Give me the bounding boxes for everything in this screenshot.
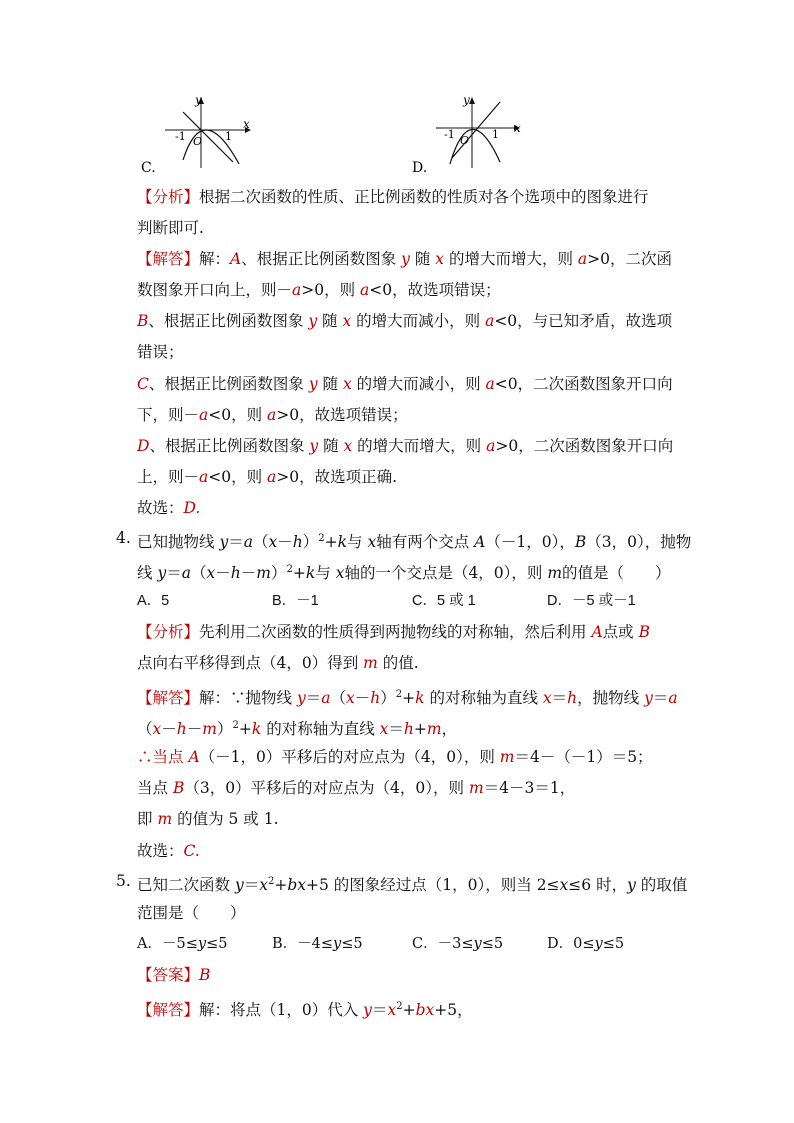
graph-d-x-label: x xyxy=(514,121,521,135)
q3-answer-c-line-2: 下，则－a<0，则 a>0，故选项错误； xyxy=(137,406,408,424)
graph-c-x-label: x xyxy=(243,117,250,131)
q3-analysis-line-2: 判断即可. xyxy=(137,219,204,237)
answer-tag: 【解答】 xyxy=(137,250,200,268)
q4-answer-line-1: 【解答】解：∵抛物线 $y=a(x-h)^2+k$ 的对称轴为直线 x＝h，抛物线 y＝a xyxy=(137,689,678,707)
graph-d-one: 1 xyxy=(492,128,499,141)
graph-c-y-label: y xyxy=(195,93,202,107)
q4-answer-line-2: $(x-h-m)^2+k$ 的对称轴为直线 x＝h+m， xyxy=(137,720,458,738)
q4-answer-line-3: ∴当点 A（－1，0）平移后的对应点为（4，0），则 m＝4－（－1）＝5； xyxy=(137,748,653,766)
q4-option-c[interactable]: C．5 或 1 xyxy=(412,593,476,609)
q3-answer-b-line-1: B、根据正比例函数图象 y 随 x 的增大而减小，则 a<0，与已知矛盾，故选项 xyxy=(137,312,673,330)
graph-d-y-label: y xyxy=(463,93,470,107)
q3-answer-d-line-1: D、根据正比例函数图象 y 随 x 的增大而增大，则 a>0，二次函数图象开口向 xyxy=(137,437,674,455)
analysis-tag: 【分析】 xyxy=(137,188,200,206)
q4-answer-line-4: 当点 B（3，0）平移后的对应点为（4，0），则 m＝4－3＝1， xyxy=(137,779,576,797)
q4-number: 4. xyxy=(116,529,131,547)
q4-option-a[interactable]: A．5 xyxy=(137,593,170,609)
q4-analysis-line-1: 【分析】先利用二次函数的性质得到两抛物线的对称轴，然后利用 A点或 B xyxy=(137,623,650,641)
graph-c-neg1: -1 xyxy=(175,130,186,143)
q5-option-a[interactable]: A．－5≤y≤5 xyxy=(137,936,228,952)
graph-c-label: C. xyxy=(141,160,156,176)
q3-answer-a-line-1: 【解答】解：A、根据正比例函数图象 y 随 x 的增大而增大，则 a>0，二次函 xyxy=(137,250,673,268)
q3-answer-d-line-2: 上，则－a<0，则 a>0，故选项正确. xyxy=(137,468,398,486)
graph-d-neg1: -1 xyxy=(444,128,455,141)
q3-answer-c-line-1: C、根据正比例函数图象 y 随 x 的增大而减小，则 a<0，二次函数图象开口向 xyxy=(137,375,673,393)
q3-answer-a-line-2: 数图象开口向上，则－a>0，则 a<0，故选项错误； xyxy=(137,281,501,299)
graph-c-origin: O xyxy=(193,135,203,148)
q3-analysis-line-1: 【分析】根据二次函数的性质、正比例函数的性质对各个选项中的图象进行 xyxy=(137,188,649,206)
graph-d-y-arrow xyxy=(469,97,475,104)
q4-option-d[interactable]: D．－5 或－1 xyxy=(547,593,636,609)
q4-answer-line-5: 即 m 的值为 5 或 1. xyxy=(137,810,279,828)
q4-stem-line-2: 线 $y=a(x-h-m)^2+k$与 x轴的一个交点是（4，0），则 m的值是（ ） xyxy=(137,564,671,582)
q5-stem-line-2: 范围是（ ） xyxy=(137,904,246,922)
q4-option-b[interactable]: B．－1 xyxy=(272,593,319,609)
graph-c-one: 1 xyxy=(225,130,232,143)
q5-option-c[interactable]: C．－3≤y≤5 xyxy=(412,936,504,952)
q5-answer-line-1: 【解答】解：将点（1，0）代入 $y=x^2+bx+5$， xyxy=(137,1001,473,1019)
q4-analysis-line-2: 点向右平移得到点（4，0）得到 m 的值. xyxy=(137,654,419,672)
graph-d-label: D. xyxy=(412,160,428,176)
q5-number: 5. xyxy=(116,872,131,890)
q4-stem-line-1: 已知抛物线 $y=a(x-h)^2+k$与 x轴有两个交点 A（－1，0），B（3，0），抛物 xyxy=(137,533,692,551)
q5-key: 【答案】B xyxy=(137,966,211,984)
q4-choose: 故选：C. xyxy=(137,842,200,860)
q5-stem-line-1: 已知二次函数 $y=x^2+bx+5$ 的图象经过点（1，0），则当 2≤x≤6 时，y 的取值 xyxy=(137,876,688,894)
graph-d-origin: O xyxy=(460,134,470,147)
graph-c xyxy=(137,92,267,176)
q3-choose: 故选：D. xyxy=(137,499,201,517)
q5-option-d[interactable]: D．0≤y≤5 xyxy=(547,936,625,952)
q5-option-b[interactable]: B．－4≤y≤5 xyxy=(272,936,363,952)
q3-answer-b-line-2: 错误； xyxy=(137,343,184,361)
graph-d xyxy=(408,92,538,176)
